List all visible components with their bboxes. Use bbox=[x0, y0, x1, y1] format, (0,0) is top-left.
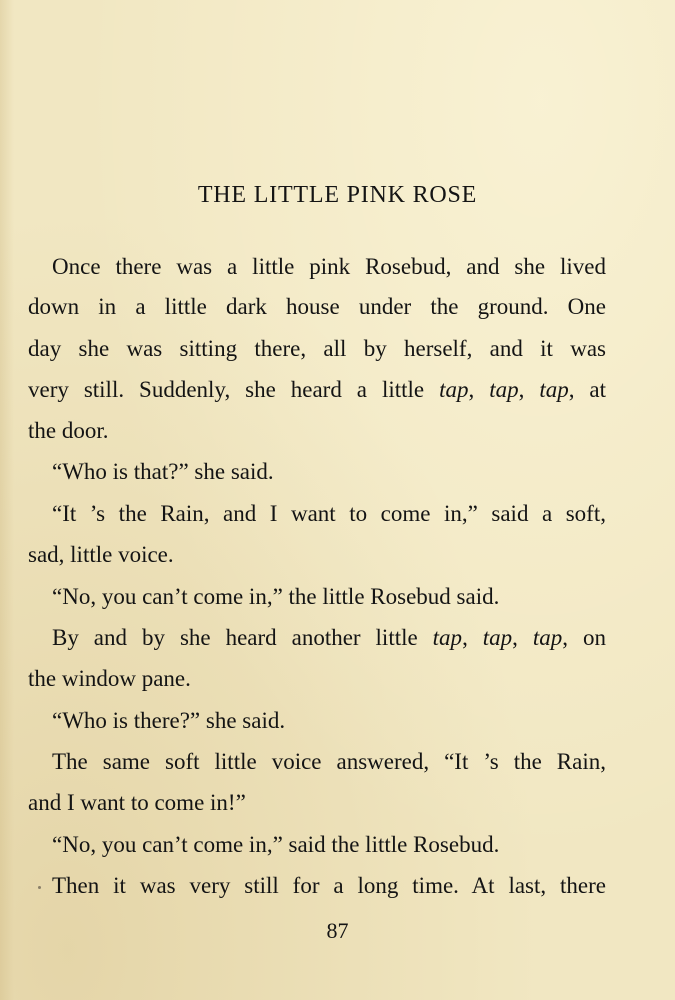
text-segment: , on bbox=[562, 625, 606, 650]
text-line: the door. bbox=[28, 418, 109, 443]
text-segment: , at bbox=[568, 377, 607, 402]
text-line: sad, little voice. bbox=[28, 542, 174, 567]
page-number: 87 bbox=[326, 918, 349, 943]
text-segment: , bbox=[468, 377, 490, 402]
text-segment: , bbox=[462, 625, 483, 650]
text-segment: By and by she heard another little bbox=[52, 625, 433, 650]
text-line: “Who is there?” she said. bbox=[52, 708, 286, 733]
text-line: and I want to come in!” bbox=[28, 790, 246, 815]
italic-word: tap bbox=[532, 625, 563, 650]
italic-word: tap bbox=[539, 377, 569, 402]
text-line: Then it was very still for a long time. At last, there bbox=[52, 873, 606, 898]
italic-word: tap bbox=[489, 377, 519, 402]
text-line: “No, you can’t come in,” the little Rosebud said. bbox=[52, 584, 500, 609]
text-line: “It ’s the Rain, and I want to come in,” said a soft, bbox=[52, 501, 606, 526]
text-line: “No, you can’t come in,” said the little Rosebud. bbox=[52, 832, 500, 857]
text-line bbox=[28, 375, 606, 405]
chapter-title: THE LITTLE PINK ROSE bbox=[197, 182, 478, 208]
text-segment: very still. Suddenly, she heard a little bbox=[28, 377, 440, 402]
text-segment: , bbox=[512, 625, 533, 650]
paper-speck bbox=[38, 886, 41, 889]
text-line: The same soft little voice answered, “It ’s the Rain, bbox=[52, 749, 606, 774]
text-line: down in a little dark house under the ground. One bbox=[28, 294, 606, 319]
text-line: “Who is that?” she said. bbox=[52, 459, 274, 484]
text-line: Once there was a little pink Rosebud, and she lived bbox=[52, 254, 606, 279]
italic-word: tap bbox=[439, 377, 469, 402]
text-line bbox=[52, 623, 606, 653]
text-line: the window pane. bbox=[28, 666, 191, 691]
italic-word: tap bbox=[432, 625, 463, 650]
text-segment: , bbox=[518, 377, 540, 402]
italic-word: tap bbox=[482, 625, 513, 650]
text-line: day she was sitting there, all by herself, and it was bbox=[28, 336, 606, 361]
